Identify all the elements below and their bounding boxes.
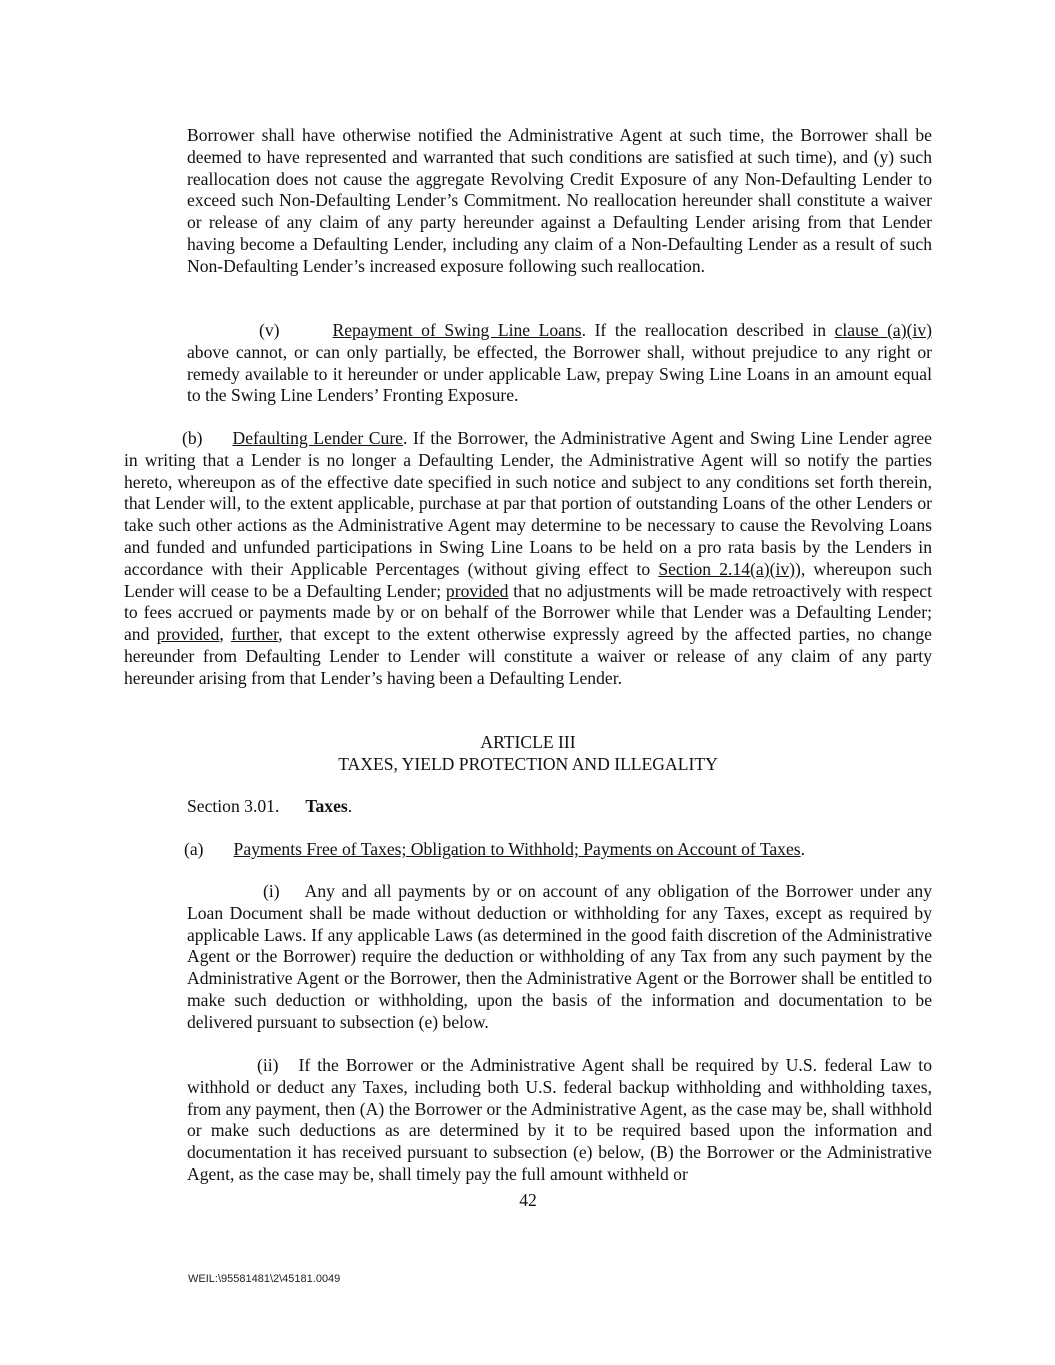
- clause-i-number: (i): [263, 881, 280, 901]
- article-title: TAXES, YIELD PROTECTION AND ILLEGALITY: [338, 754, 718, 774]
- clause-ii: [187, 1055, 932, 1186]
- clause-i-text: Any and all payments by or on account of any obligation of the Borrower under any Loan Document shall be made without deduction or withholding for any Taxes, except as required by applicable Laws. If any applicable Laws (as determined in the good faith discretion of the Administrative Agent or the Borrower) require the deduction or withholding of any Tax from any such payment by the Administrative Agent or the Borrower, then the Administrative Agent or the Borrower shall be entitled to make such deduction or withholding, upon the basis of the information and documentation to be delivered pursuant to subsection (e) below.: [187, 881, 932, 1032]
- page-number: 42: [519, 1190, 537, 1210]
- clause-i: [187, 881, 932, 1034]
- document-footer-id: WEIL:\95581481\2\45181.0049: [188, 1273, 341, 1285]
- clause-v-heading: Repayment of Swing Line Loans: [332, 320, 582, 340]
- clause-b-text-4: , that except to the extent otherwise expressly agreed by the affected parties, no change hereunder from Defaulting Lender to Lender will constitute a waiver or release of any claim of any party hereunder arising from that Lender’s having been a Defaulting Lender.: [124, 624, 932, 688]
- clause-b-provided-2: provided: [156, 624, 220, 645]
- subsection-a-heading: [184, 839, 805, 861]
- clause-b-comma: ,: [219, 624, 232, 645]
- clause-ii-text: If the Borrower or the Administrative Agent shall be required by U.S. federal Law to withhold or deduct any Taxes, including both U.S. federal backup withholding and withholding taxes, from any payment, then (A) the Borrower or the Administrative Agent, as the case may be, shall withhold or make such deductions as are determined by it to be required based upon the information and documentation it has received pursuant to subsection (e) below, (B) the Borrower or the Administrative Agent, as the case may be, shall timely pay the full amount withheld or: [187, 1055, 932, 1184]
- section-heading: [187, 796, 352, 818]
- clause-b: [124, 428, 932, 690]
- clause-b-further: further: [231, 624, 279, 645]
- clause-v-ref: clause (a)(iv): [834, 320, 932, 340]
- subsection-a-number: (a): [184, 839, 204, 859]
- section-number: Section 3.01.: [187, 796, 280, 816]
- subsection-a-title: Payments Free of Taxes; Obligation to Withhold; Payments on Account of Taxes: [233, 839, 801, 859]
- clause-v-number: (v): [259, 320, 280, 340]
- clause-v-text-2: above cannot, or can only partially, be effected, the Borrower shall, without prejudice to any right or remedy available to it hereunder or under applicable Law, prepay Swing Line Loans in an amount equal to the Swing Line Lenders’ Fronting Exposure.: [187, 341, 932, 406]
- subsection-a-period: .: [800, 839, 806, 859]
- clause-b-number: (b): [182, 428, 203, 448]
- clause-b-text-1: . If the Borrower, the Administrative Agent and Swing Line Lender agree in writing that a Lender is no longer a Defaulting Lender, the Administrative Agent will so notify the parties hereto, whereupon as of the effective date specified in such notice and subject to any conditions set forth therein, that Lender will, to the extent applicable, purchase at par that portion of outstanding Loans of the other Lenders or take such other actions as the Administrative Agent may determine to be necessary to cause the Revolving Loans and funded and unfunded participations in Swing Line Loans to be held on a pro rata basis by the Lenders in accordance with their Applicable Percentages (without giving effect to: [124, 428, 932, 579]
- section-period: .: [347, 796, 353, 816]
- section-title: Taxes: [305, 796, 348, 816]
- clause-b-ref: Section 2.14(a)(iv): [658, 558, 795, 579]
- clause-ii-number: (ii): [257, 1055, 279, 1075]
- clause-v-text-1: . If the reallocation described in: [581, 320, 835, 340]
- clause-b-text-2: ), whereupon such Lender will cease to be a Defaulting Lender;: [124, 558, 932, 601]
- article-number: ARTICLE III: [480, 732, 576, 752]
- clause-b-heading: Defaulting Lender Cure: [232, 428, 403, 448]
- clause-b-provided: provided: [445, 580, 509, 601]
- paragraph-continuation: Borrower shall have otherwise notified the Administrative Agent at such time, the Borrower shall be deemed to have represented and warranted that such conditions are satisfied at such time), and (y) such reallocation does not cause the aggregate Revolving Credit Exposure of any Non-Defaulting Lender to exceed such Non-Defaulting Lender’s Commitment. No reallocation hereunder shall constitute a waiver or release of any claim of any party hereunder against a Defaulting Lender arising from that Lender having become a Defaulting Lender, including any claim of a Non-Defaulting Lender as a result of such Non-Defaulting Lender’s increased exposure following such reallocation.: [187, 125, 932, 276]
- clause-b-text-3: that no adjustments will be made retroactively with respect to fees accrued or payments made by or on behalf of the Borrower while that Lender was a Defaulting Lender; and: [124, 580, 932, 645]
- clause-v: [187, 320, 932, 407]
